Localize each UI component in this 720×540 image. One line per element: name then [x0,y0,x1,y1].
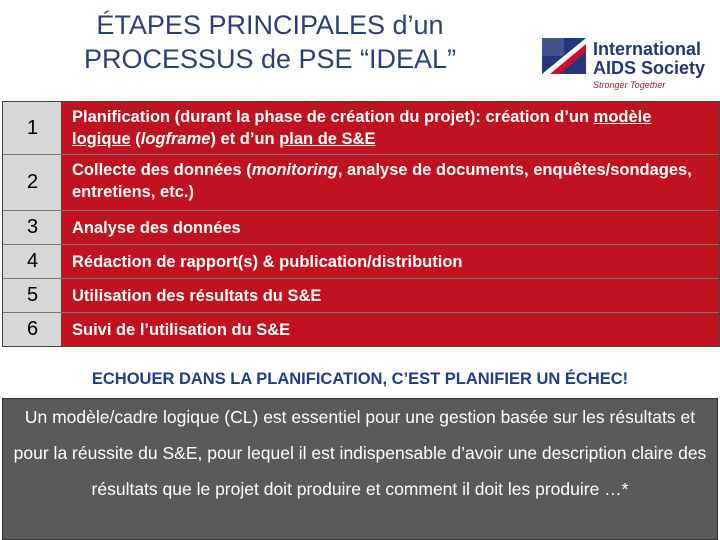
step-description: Suivi de l’utilisation du S&E [61,313,719,346]
step-description [61,155,719,210]
step-text: Collecte des données ( [72,161,252,179]
step-description [61,102,719,154]
note-text: Un modèle/cadre logique (CL) est essentiel pour une gestion basée sur les résultats et pour la réussite du S&E, pour lequel il est indispensable d’avoir une description claire des résultats que le projet doit produire et comment il doit les produire …* [13,407,707,499]
title-line-2: PROCESSUS de PSE “IDEAL” [83,44,457,74]
steps-table [2,101,720,347]
step-number: 4 [3,245,61,278]
logo-line-1: International [593,39,702,59]
page-title [20,8,520,76]
step-row [3,154,719,210]
step-row [3,244,719,278]
step-text-italic: logframe [140,130,211,148]
step-description: Rédaction de rapport(s) & publication/distribution [61,245,719,278]
step-description: Utilisation des résultats du S&E [61,279,719,312]
step-number: 6 [3,313,61,346]
step-number: 1 [3,102,61,154]
step-number: 3 [3,211,61,244]
step-text: , analyse de documents, enquêtes/sondages, entretiens, etc.) [72,161,692,201]
step-row [3,102,719,154]
logo-text [593,40,705,78]
logo-line-2: AIDS Society [593,58,706,78]
step-row [3,210,719,244]
step-text-underlined: plan de S&E [279,130,376,148]
step-text: ) et d’un [210,130,280,148]
title-line-1: ÉTAPES PRINCIPALES d’un [96,10,444,40]
step-row [3,278,719,312]
step-text: Planification (durant la phase de création du projet): création d’un [72,108,594,126]
note-box [2,398,718,540]
step-description: Analyse des données [61,211,719,244]
step-text-italic: monitoring [251,161,338,179]
step-text: ( [130,130,141,148]
step-text-underlined: modèle logique [72,108,652,148]
step-number: 5 [3,279,61,312]
step-number: 2 [3,155,61,210]
step-row [3,312,719,346]
ias-emblem-icon [540,32,588,80]
logo-tagline: Stronger Together [593,80,666,90]
warning-text: ECHOUER DANS LA PLANIFICATION, C’EST PLANIFIER UN ÉCHEC! [91,370,629,388]
ias-logo [540,32,715,90]
